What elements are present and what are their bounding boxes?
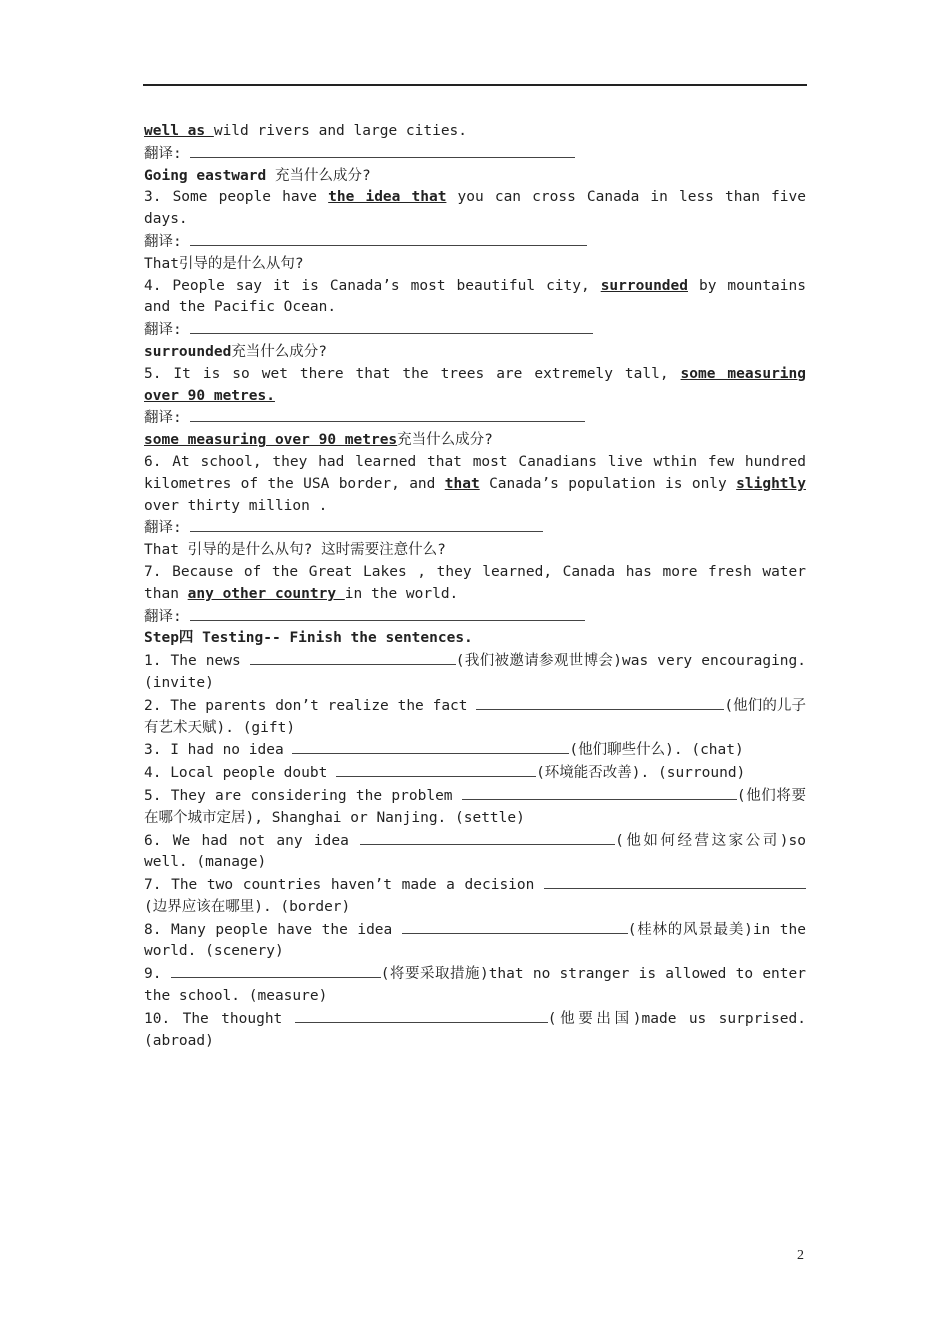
translation-label: 翻译: <box>144 410 182 427</box>
answer-blank[interactable] <box>190 407 585 422</box>
question-surrounded: surrounded充当什么成分? <box>144 343 328 360</box>
translation-label: 翻译: <box>144 520 182 537</box>
answer-blank[interactable] <box>462 785 737 800</box>
chinese-hint: (环境能否改善) <box>536 765 641 782</box>
translation-line[interactable] <box>144 231 806 254</box>
sentence-3: 3. Some people have the idea that you can cross Canada in less than five days. <box>144 189 806 228</box>
question-that-clause: That 引导的是什么从句? 这时需要注意什么? <box>144 542 446 559</box>
answer-blank[interactable] <box>336 762 536 777</box>
step-heading: Step四 Testing-- Finish the sentences. <box>144 630 473 647</box>
translation-line[interactable] <box>144 143 806 166</box>
underlined-phrase: well as <box>144 123 214 139</box>
sentence-2-tail: well as wild rivers and large cities. <box>144 123 468 139</box>
underlined-phrase: some measuring over 90 metres. <box>144 365 806 404</box>
translation-label: 翻译: <box>144 145 182 162</box>
answer-blank[interactable] <box>190 143 575 158</box>
answer-blank[interactable] <box>171 963 381 978</box>
chinese-hint: (边界应该在哪里) <box>144 898 263 915</box>
chinese-hint: (我们被邀请参观世博会) <box>455 653 622 670</box>
exercise-item: 6. We had not any idea (他如何经营这家公司)so well. (manage) <box>144 830 806 875</box>
chinese-hint: (他如何经营这家公司) <box>615 832 789 849</box>
answer-blank[interactable] <box>476 695 724 710</box>
sentence-5: 5. It is so wet there that the trees are extremely tall, some measuring over 90 metres. <box>144 365 806 404</box>
header-rule <box>143 84 807 86</box>
sentence-4: 4. People say it is Canada’s most beautiful city, surrounded by mountains and the Pacific Ocean. <box>144 277 806 316</box>
underlined-word: slightly <box>736 475 806 492</box>
answer-blank[interactable] <box>292 739 569 754</box>
exercise-item: 4. Local people doubt (环境能否改善). (surround) <box>144 762 806 785</box>
translation-line[interactable] <box>144 319 806 342</box>
answer-blank[interactable] <box>190 606 585 621</box>
exercise-item: 7. The two countries haven’t made a decision (边界应该在哪里). (border) <box>144 874 806 919</box>
answer-blank[interactable] <box>190 517 543 532</box>
translation-label: 翻译: <box>144 233 182 250</box>
chinese-hint: (他们将要在哪个城市定居) <box>144 787 806 826</box>
sentence-7: 7. Because of the Great Lakes , they learned, Canada has more fresh water than any other country in the world. <box>144 563 806 602</box>
chinese-hint: (桂林的风景最美) <box>627 921 753 938</box>
exercise-item: 8. Many people have the idea (桂林的风景最美)in the world. (scenery) <box>144 919 806 964</box>
question-some-measuring: some measuring over 90 metres充当什么成分? <box>144 432 493 449</box>
exercise-item: 5. They are considering the problem (他们将要在哪个城市定居), Shanghai or Nanjing. (settle) <box>144 785 806 830</box>
answer-blank[interactable] <box>190 231 587 246</box>
sentence-6: 6. At school, they had learned that most Canadians live wthin few hundred kilometres of the USA border, and that Canada’s population is only slightly over thirty million . <box>144 453 806 514</box>
exercise-item: 9. (将要采取措施)that no stranger is allowed to enter the school. (measure) <box>144 963 806 1008</box>
answer-blank[interactable] <box>250 650 456 665</box>
answer-blank[interactable] <box>295 1008 548 1023</box>
underlined-phrase: the idea that <box>328 189 447 206</box>
answer-blank[interactable] <box>360 830 615 845</box>
chinese-hint: (将要采取措施) <box>380 966 489 983</box>
underlined-phrase: any other country <box>187 585 345 602</box>
question-that-clause: That引导的是什么从句? <box>144 255 304 272</box>
exercise-item: 2. The parents don’t realize the fact (他们的儿子有艺术天赋). (gift) <box>144 695 806 740</box>
exercise-item: 10. The thought (他要出国)made us surprised. (abroad) <box>144 1008 806 1053</box>
chinese-hint: (他要出国) <box>547 1010 642 1027</box>
answer-blank[interactable] <box>190 319 593 334</box>
exercise-item: 3. I had no idea (他们聊些什么). (chat) <box>144 739 806 762</box>
page-number: 2 <box>797 1248 804 1263</box>
exercise-item: 1. The news (我们被邀请参观世博会)was very encouraging. (invite) <box>144 650 806 695</box>
chinese-hint: (他们的儿子有艺术天赋) <box>144 697 807 736</box>
translation-line[interactable] <box>144 606 806 629</box>
chinese-hint: (他们聊些什么) <box>569 742 674 759</box>
answer-blank[interactable] <box>544 874 806 889</box>
translation-label: 翻译: <box>144 608 182 625</box>
underlined-word: that <box>444 475 480 492</box>
question-going-eastward: Going eastward 充当什么成分? <box>144 167 371 184</box>
worksheet-body <box>144 121 806 1052</box>
translation-line[interactable] <box>144 517 806 540</box>
underlined-phrase: surrounded <box>600 277 688 294</box>
answer-blank[interactable] <box>402 919 628 934</box>
translation-line[interactable] <box>144 407 806 430</box>
translation-label: 翻译: <box>144 322 182 339</box>
